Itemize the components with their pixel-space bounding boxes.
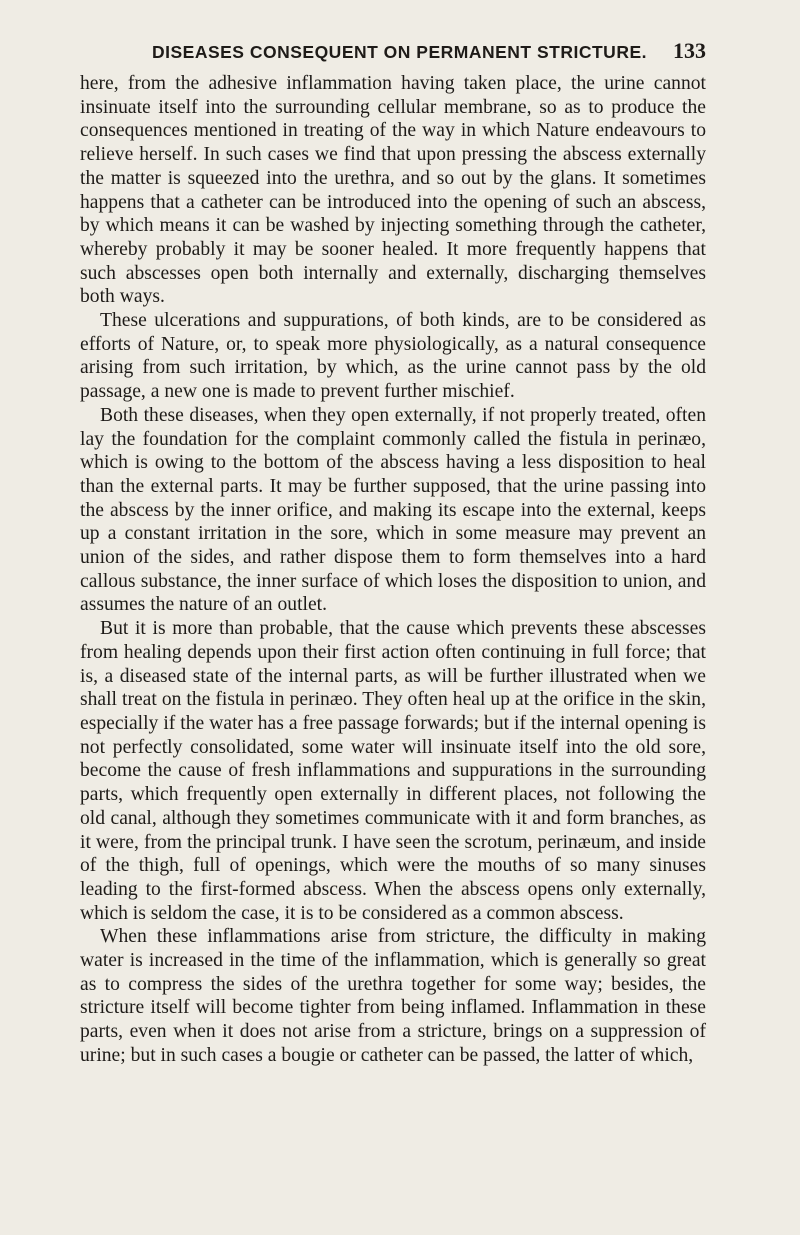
paragraph: These ulcerations and suppurations, of both kinds, are to be considered as efforts of Nature, or, to speak more physiologically, as a natural consequence arising from such irritation, by which, as the urine cannot pass by the old passage, a new one is made to prevent further mischief. bbox=[80, 310, 706, 403]
running-head: DISEASES CONSEQUENT ON PERMANENT STRICTURE. bbox=[151, 42, 647, 62]
paragraph: here, from the adhesive inflammation having taken place, the urine cannot insinuate itself into the surrounding cellular membrane, so as to produce the consequences mentioned in treating of the way in which Nature endeavours to relieve herself. In such cases we find that upon pressing the abscess externally the matter is squeezed into the urethra, and so out by the glans. It sometimes happens that a catheter can be introduced into the opening of such an abscess, by which means it can be washed by injecting something through the catheter, whereby probably it may be sooner healed. It more frequently happens that such abscesses open both internally and externally, discharging themselves both ways. bbox=[80, 73, 706, 308]
body-text bbox=[80, 72, 706, 1068]
page-number: 133 bbox=[673, 38, 706, 63]
paragraph: But it is more than probable, that the cause which prevents these abscesses from healing depends upon their first action often continuing in full force; that is, a diseased state of the internal parts, as will be further illustrated when we shall treat on the fistula in perinæo. They often heal up at the orifice in the skin, especially if the water has a free passage forwards; but if the internal opening is not perfectly consolidated, some water will insinuate itself into the old sore, become the cause of fresh inflammations and suppurations in the surrounding parts, which frequently open externally in different places, not following the old canal, although they sometimes communicate with it and form branches, as it were, from the principal trunk. I have seen the scrotum, perinæum, and inside of the thigh, full of openings, which were the mouths of so many sinuses leading to the first-formed abscess. When the abscess opens only externally, which is seldom the case, it is to be considered as a common abscess. bbox=[80, 618, 706, 924]
paragraph: When these inflammations arise from stricture, the difficulty in making water is increased in the time of the inflammation, which is generally so great as to compress the sides of the urethra together for some way; besides, the stricture itself will become tighter from being inflamed. Inflammation in these parts, even when it does not arise from a stricture, brings on a suppression of urine; but in such cases a bougie or catheter can be passed, the latter of which, bbox=[80, 926, 706, 1066]
paragraph: Both these diseases, when they open externally, if not properly treated, often lay the foundation for the complaint commonly called the fistula in perinæo, which is owing to the bottom of the abscess having a less disposition to heal than the external parts. It may be further supposed, that the urine passing into the abscess by the inner orifice, and making its escape into the external, keeps up a constant irritation in the sore, which in some measure may prevent an union of the sides, and rather dispose them to form themselves into a hard callous substance, the inner surface of which loses the disposition to union, and assumes the nature of an outlet. bbox=[80, 404, 706, 616]
page-header bbox=[116, 38, 706, 68]
